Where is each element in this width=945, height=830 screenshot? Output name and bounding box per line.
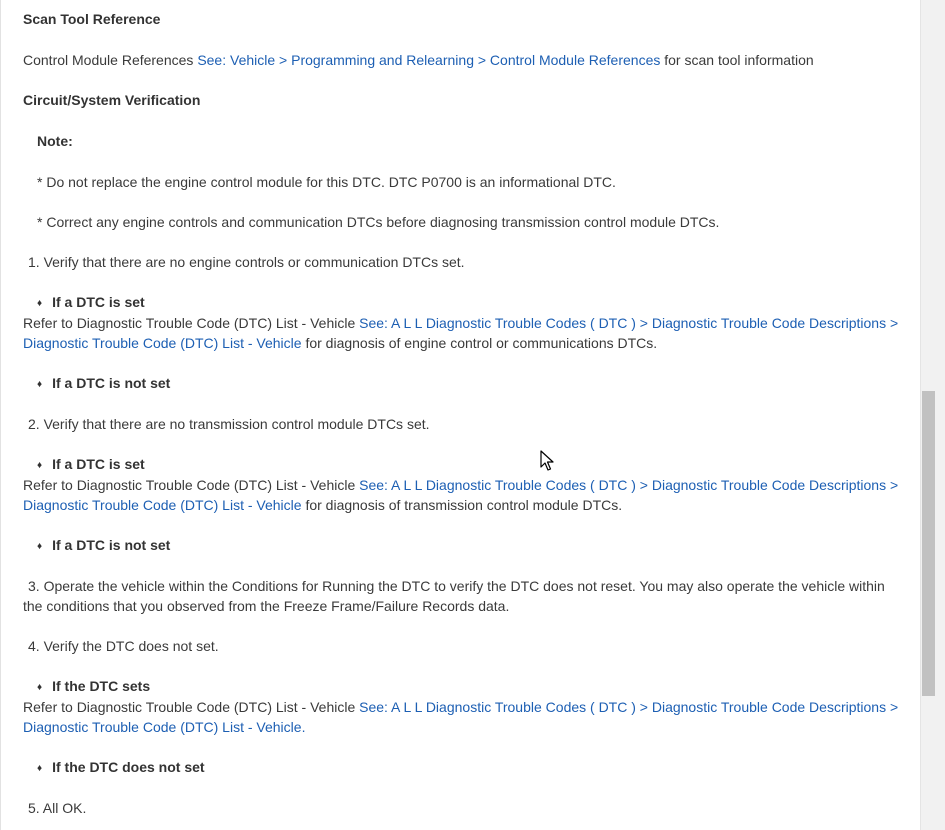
note-item: * Do not replace the engine control module for this DTC. DTC P0700 is an informational DTC. <box>37 174 616 190</box>
note-label: Note: <box>37 133 73 149</box>
step-4-ref-text: Refer to Diagnostic Trouble Code (DTC) List - Vehicle <box>23 699 360 715</box>
diamond-bullet-icon: ♦ <box>37 763 43 774</box>
step-1-ref-suffix: for diagnosis of engine control or communications DTCs. <box>301 335 658 351</box>
step-1-if-set-label: If a DTC is set <box>52 294 145 310</box>
step-1-if-not-set <box>37 373 170 396</box>
diamond-bullet-icon: ♦ <box>37 298 43 309</box>
diamond-bullet-icon: ♦ <box>37 682 43 693</box>
note-item: * Correct any engine controls and communication DTCs before diagnosing transmission control module DTCs. <box>37 214 720 230</box>
step-1-if-set <box>37 292 145 315</box>
step-2-if-set <box>37 454 145 477</box>
step-1: 1. Verify that there are no engine controls or communication DTCs set. <box>28 254 465 270</box>
step-2-if-not-set <box>37 535 170 558</box>
mouse-pointer-icon <box>540 450 556 472</box>
step-1-dtc-link-cont[interactable]: Diagnostic Trouble Code (DTC) List - Vehicle <box>23 335 302 351</box>
step-2-ref-text: Refer to Diagnostic Trouble Code (DTC) List - Vehicle <box>23 477 360 493</box>
step-3-line2: the conditions that you observed from the Freeze Frame/Failure Records data. <box>23 598 510 614</box>
step-1-ref-text: Refer to Diagnostic Trouble Code (DTC) List - Vehicle <box>23 315 360 331</box>
step-4: 4. Verify the DTC does not set. <box>28 638 219 654</box>
step-2-dtc-link-cont[interactable]: Diagnostic Trouble Code (DTC) List - Vehicle <box>23 497 302 513</box>
control-module-line <box>23 50 814 70</box>
diamond-bullet-icon: ♦ <box>37 541 43 552</box>
step-2-if-not-set-label: If a DTC is not set <box>52 537 171 553</box>
step-2-ref-line2 <box>23 495 622 515</box>
scrollbar-thumb[interactable] <box>922 391 935 696</box>
step-2-if-set-label: If a DTC is set <box>52 456 145 472</box>
step-2-dtc-link[interactable]: See: A L L Diagnostic Trouble Codes ( DTC ) > Diagnostic Trouble Code Descriptions > <box>359 477 899 493</box>
diamond-bullet-icon: ♦ <box>37 460 43 471</box>
scan-tool-heading: Scan Tool Reference <box>23 11 161 27</box>
step-1-ref-line1 <box>23 313 898 333</box>
step-4-dtc-link-cont[interactable]: Diagnostic Trouble Code (DTC) List - Vehicle <box>23 719 302 735</box>
step-4-if-sets-label: If the DTC sets <box>52 678 151 694</box>
step-4-if-not-set <box>37 757 205 780</box>
step-4-ref-suffix: . <box>301 719 306 735</box>
step-4-ref-line2 <box>23 717 305 737</box>
control-module-suffix: for scan tool information <box>660 52 814 68</box>
step-4-dtc-link[interactable]: See: A L L Diagnostic Trouble Codes ( DTC ) > Diagnostic Trouble Code Descriptions > <box>359 699 899 715</box>
step-2-ref-line1 <box>23 475 898 495</box>
verification-heading: Circuit/System Verification <box>23 92 201 108</box>
step-4-ref-line1 <box>23 697 898 717</box>
step-2-ref-suffix: for diagnosis of transmission control module DTCs. <box>301 497 623 513</box>
control-module-link[interactable]: See: Vehicle > Programming and Relearning > Control Module References <box>197 52 661 68</box>
step-4-if-not-set-label: If the DTC does not set <box>52 759 205 775</box>
step-1-dtc-link[interactable]: See: A L L Diagnostic Trouble Codes ( DTC ) > Diagnostic Trouble Code Descriptions > <box>359 315 899 331</box>
diamond-bullet-icon: ♦ <box>37 379 43 390</box>
step-4-if-sets <box>37 676 150 699</box>
step-2: 2. Verify that there are no transmission control module DTCs set. <box>28 416 430 432</box>
step-1-if-not-set-label: If a DTC is not set <box>52 375 171 391</box>
step-1-ref-line2 <box>23 333 657 353</box>
control-module-text: Control Module References <box>23 52 198 68</box>
step-5: 5. All OK. <box>28 800 87 816</box>
step-3-line1: 3. Operate the vehicle within the Conditions for Running the DTC to verify the DTC does not reset. You may also operate the vehicle within <box>28 578 885 594</box>
